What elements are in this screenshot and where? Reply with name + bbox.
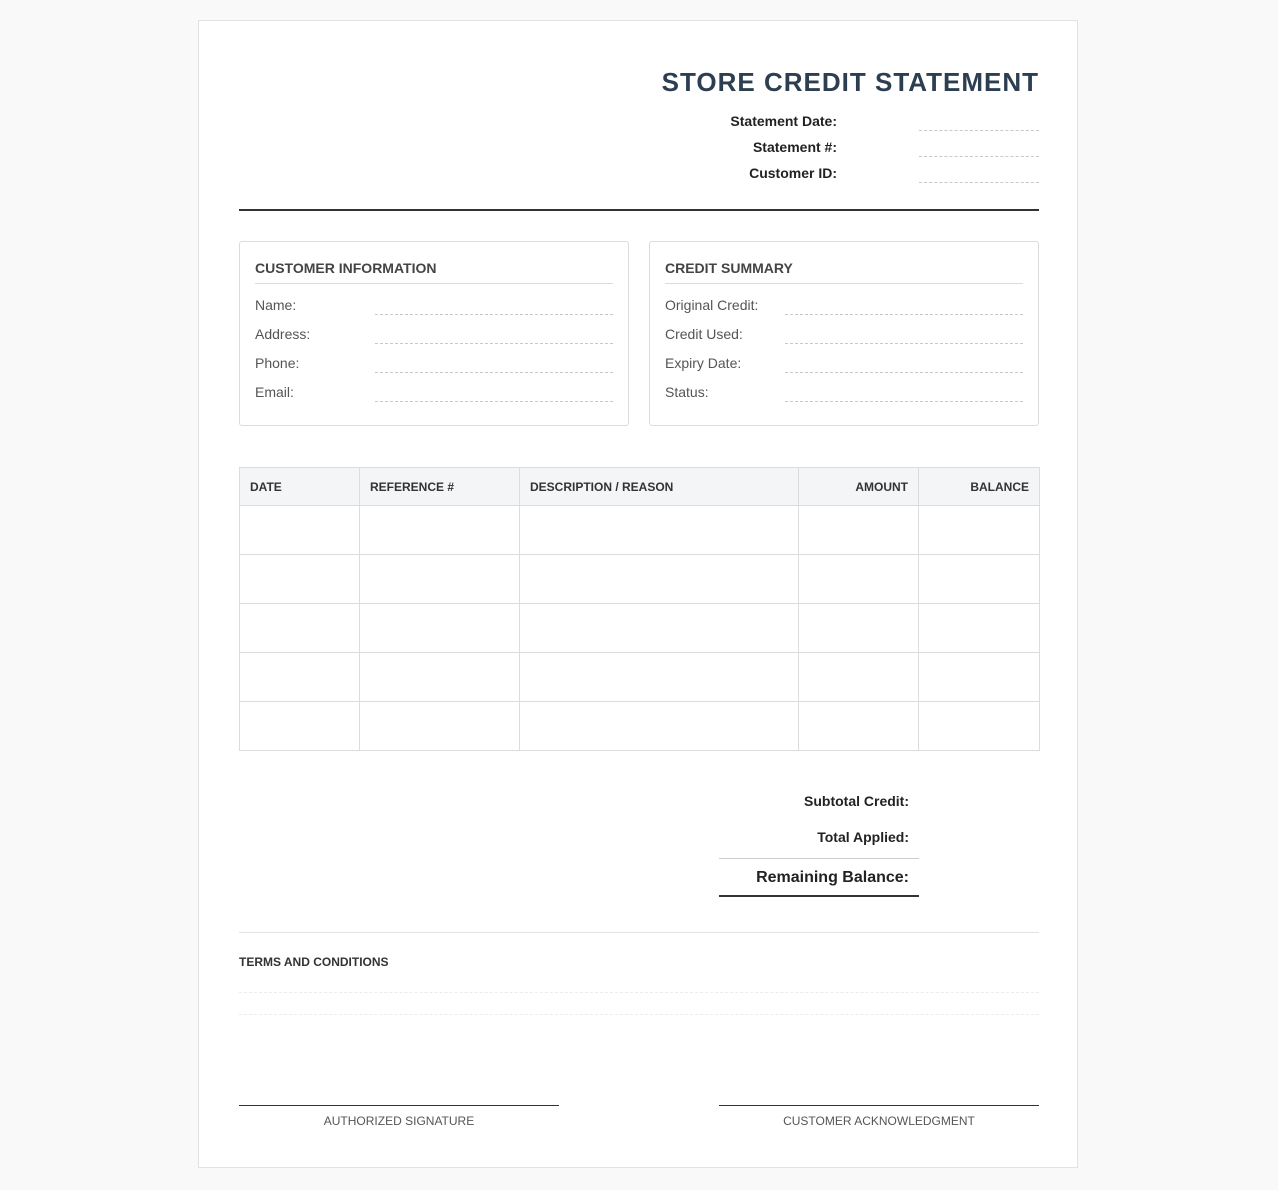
field-label: Status:	[665, 384, 709, 400]
table-cell[interactable]	[360, 604, 520, 653]
table-header-row	[240, 468, 1040, 506]
total-applied-label: Total Applied:	[719, 823, 919, 859]
totals-section	[719, 787, 919, 897]
table-cell[interactable]	[799, 555, 919, 604]
credit-summary-box	[649, 241, 1039, 426]
table-cell[interactable]	[520, 555, 799, 604]
remaining-balance-label: Remaining Balance:	[719, 859, 919, 897]
table-row	[240, 555, 1040, 604]
status-input[interactable]	[785, 401, 1023, 402]
table-row	[240, 604, 1040, 653]
field-label: Email:	[255, 384, 294, 400]
customer-information-title: CUSTOMER INFORMATION	[255, 260, 613, 284]
table-cell[interactable]	[360, 653, 520, 702]
customer-acknowledgment-line[interactable]	[719, 1105, 1039, 1128]
customer-acknowledgment-label: CUSTOMER ACKNOWLEDGMENT	[783, 1114, 975, 1128]
meta-row-customer-id	[719, 165, 1039, 191]
field-address	[255, 313, 613, 342]
field-label: Phone:	[255, 355, 300, 371]
field-label: Address:	[255, 326, 311, 342]
meta-label: Statement #:	[752, 139, 837, 155]
table-cell[interactable]	[799, 702, 919, 751]
field-email	[255, 371, 613, 400]
table-cell[interactable]	[919, 506, 1040, 555]
statement-number-field[interactable]	[919, 156, 1039, 157]
customer-information-box	[239, 241, 629, 426]
statement-page	[198, 20, 1078, 1168]
column-header-balance: BALANCE	[919, 468, 1040, 506]
table-cell[interactable]	[799, 506, 919, 555]
table-cell[interactable]	[360, 555, 520, 604]
authorized-signature-label: AUTHORIZED SIGNATURE	[323, 1114, 475, 1128]
field-label: Original Credit:	[665, 297, 759, 313]
column-header-date: DATE	[240, 468, 360, 506]
table-cell[interactable]	[240, 506, 360, 555]
statement-meta	[719, 113, 1039, 191]
transactions-table	[239, 467, 1040, 751]
table-cell[interactable]	[520, 506, 799, 555]
subtotal-credit-label: Subtotal Credit:	[804, 793, 909, 809]
terms-title: TERMS AND CONDITIONS	[239, 955, 389, 969]
column-header-amount: AMOUNT	[799, 468, 919, 506]
terms-divider	[239, 932, 1039, 933]
table-cell[interactable]	[240, 653, 360, 702]
field-status	[665, 371, 1023, 400]
table-row	[240, 653, 1040, 702]
statement-date-field[interactable]	[919, 130, 1039, 131]
table-cell[interactable]	[240, 555, 360, 604]
table-cell[interactable]	[360, 702, 520, 751]
table-cell[interactable]	[520, 604, 799, 653]
table-row	[240, 506, 1040, 555]
table-cell[interactable]	[919, 653, 1040, 702]
field-expiry-date	[665, 342, 1023, 371]
column-header-reference: REFERENCE #	[360, 468, 520, 506]
meta-label: Statement Date:	[730, 113, 837, 129]
table-cell[interactable]	[360, 506, 520, 555]
field-name	[255, 284, 613, 313]
field-credit-used	[665, 313, 1023, 342]
email-input[interactable]	[375, 401, 613, 402]
terms-line[interactable]	[239, 1014, 1039, 1015]
field-label: Expiry Date:	[665, 355, 742, 371]
header-divider	[239, 209, 1039, 211]
meta-row-statement-number	[719, 139, 1039, 165]
terms-line[interactable]	[239, 992, 1039, 993]
table-cell[interactable]	[240, 604, 360, 653]
table-row	[240, 702, 1040, 751]
table-cell[interactable]	[919, 555, 1040, 604]
customer-fields	[255, 284, 613, 400]
credit-summary-title: CREDIT SUMMARY	[665, 260, 1023, 284]
meta-row-statement-date	[719, 113, 1039, 139]
meta-label: Customer ID:	[749, 165, 837, 181]
column-header-description: DESCRIPTION / REASON	[520, 468, 799, 506]
field-phone	[255, 342, 613, 371]
field-original-credit	[665, 284, 1023, 313]
credit-fields	[665, 284, 1023, 400]
table-cell[interactable]	[520, 653, 799, 702]
customer-id-field[interactable]	[919, 182, 1039, 183]
table-cell[interactable]	[799, 604, 919, 653]
authorized-signature-line[interactable]	[239, 1105, 559, 1128]
table-cell[interactable]	[919, 604, 1040, 653]
document-title: STORE CREDIT STATEMENT	[661, 67, 1039, 97]
table-cell[interactable]	[919, 702, 1040, 751]
table-cell[interactable]	[799, 653, 919, 702]
field-label: Name:	[255, 297, 297, 313]
table-cell[interactable]	[520, 702, 799, 751]
field-label: Credit Used:	[665, 326, 743, 342]
table-cell[interactable]	[240, 702, 360, 751]
